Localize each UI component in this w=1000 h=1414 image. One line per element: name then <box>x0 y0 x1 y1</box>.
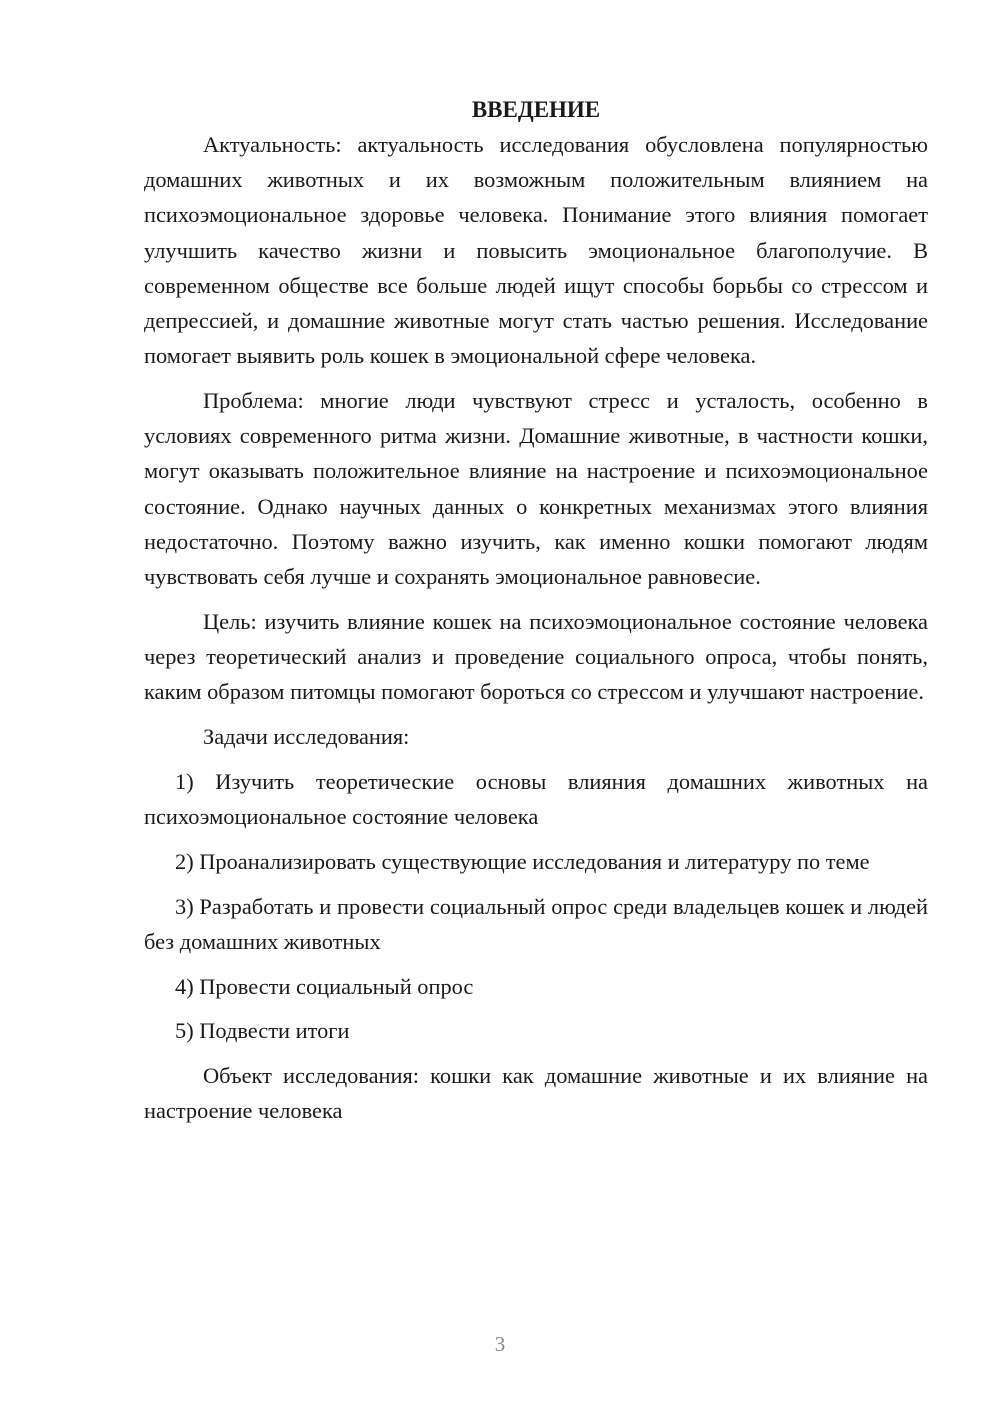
task-item-3: 3) Разработать и провести социальный опрос среди владельцев кошек и людей без домашних животных <box>144 893 928 954</box>
task-item-5: 5) Подвести итоги <box>175 1018 350 1044</box>
section-title: ВВЕДЕНИЕ <box>471 97 601 122</box>
task-item-1: 1) Изучить теоретические основы влияния домашних животных на психоэмоциональное состояние человека <box>144 768 928 830</box>
problem-paragraph: Проблема: многие люди чувствуют стресс и усталость, особенно в условиях современного ритма жизни. Домашние животные, в частности кошки, могут оказывать положительное влияние на настроение и психоэмоциональное состояние. Однако научных данных о конкретных механизмах этого влияния недостаточно. Поэтому важно изучить, как именно кошки помогают людям чувствовать себя лучше и сохранять эмоциональное равновесие. <box>144 388 928 590</box>
document-page <box>144 92 928 1138</box>
goal-paragraph: Цель: изучить влияние кошек на психоэмоциональное состояние человека через теоретический анализ и проведение социального опроса, чтобы понять, каким образом питомцы помогают бороться со стрессом и улучшают настроение. <box>144 608 928 705</box>
tasks-heading: Задачи исследования: <box>203 724 410 750</box>
object-paragraph: Объект исследования: кошки как домашние животные и их влияние на настроение человека <box>144 1063 928 1124</box>
task-item-2: 2) Проанализировать существующие исследования и литературу по теме <box>175 848 870 874</box>
page-number: 3 <box>494 1332 506 1356</box>
relevance-paragraph: Актуальность: актуальность исследования обусловлена популярностью домашних животных и их возможным положительным влиянием на психоэмоциональное здоровье человека. Понимание этого влияния помогает улучшить качество жизни и повысить эмоциональное благополучие. В современном обществе все больше людей ищут способы борьбы со стрессом и депрессией, и домашние животные могут стать частью решения. Исследование помогает выявить роль кошек в эмоциональной сфере человека. <box>144 132 928 369</box>
task-item-4: 4) Провести социальный опрос <box>175 973 474 999</box>
